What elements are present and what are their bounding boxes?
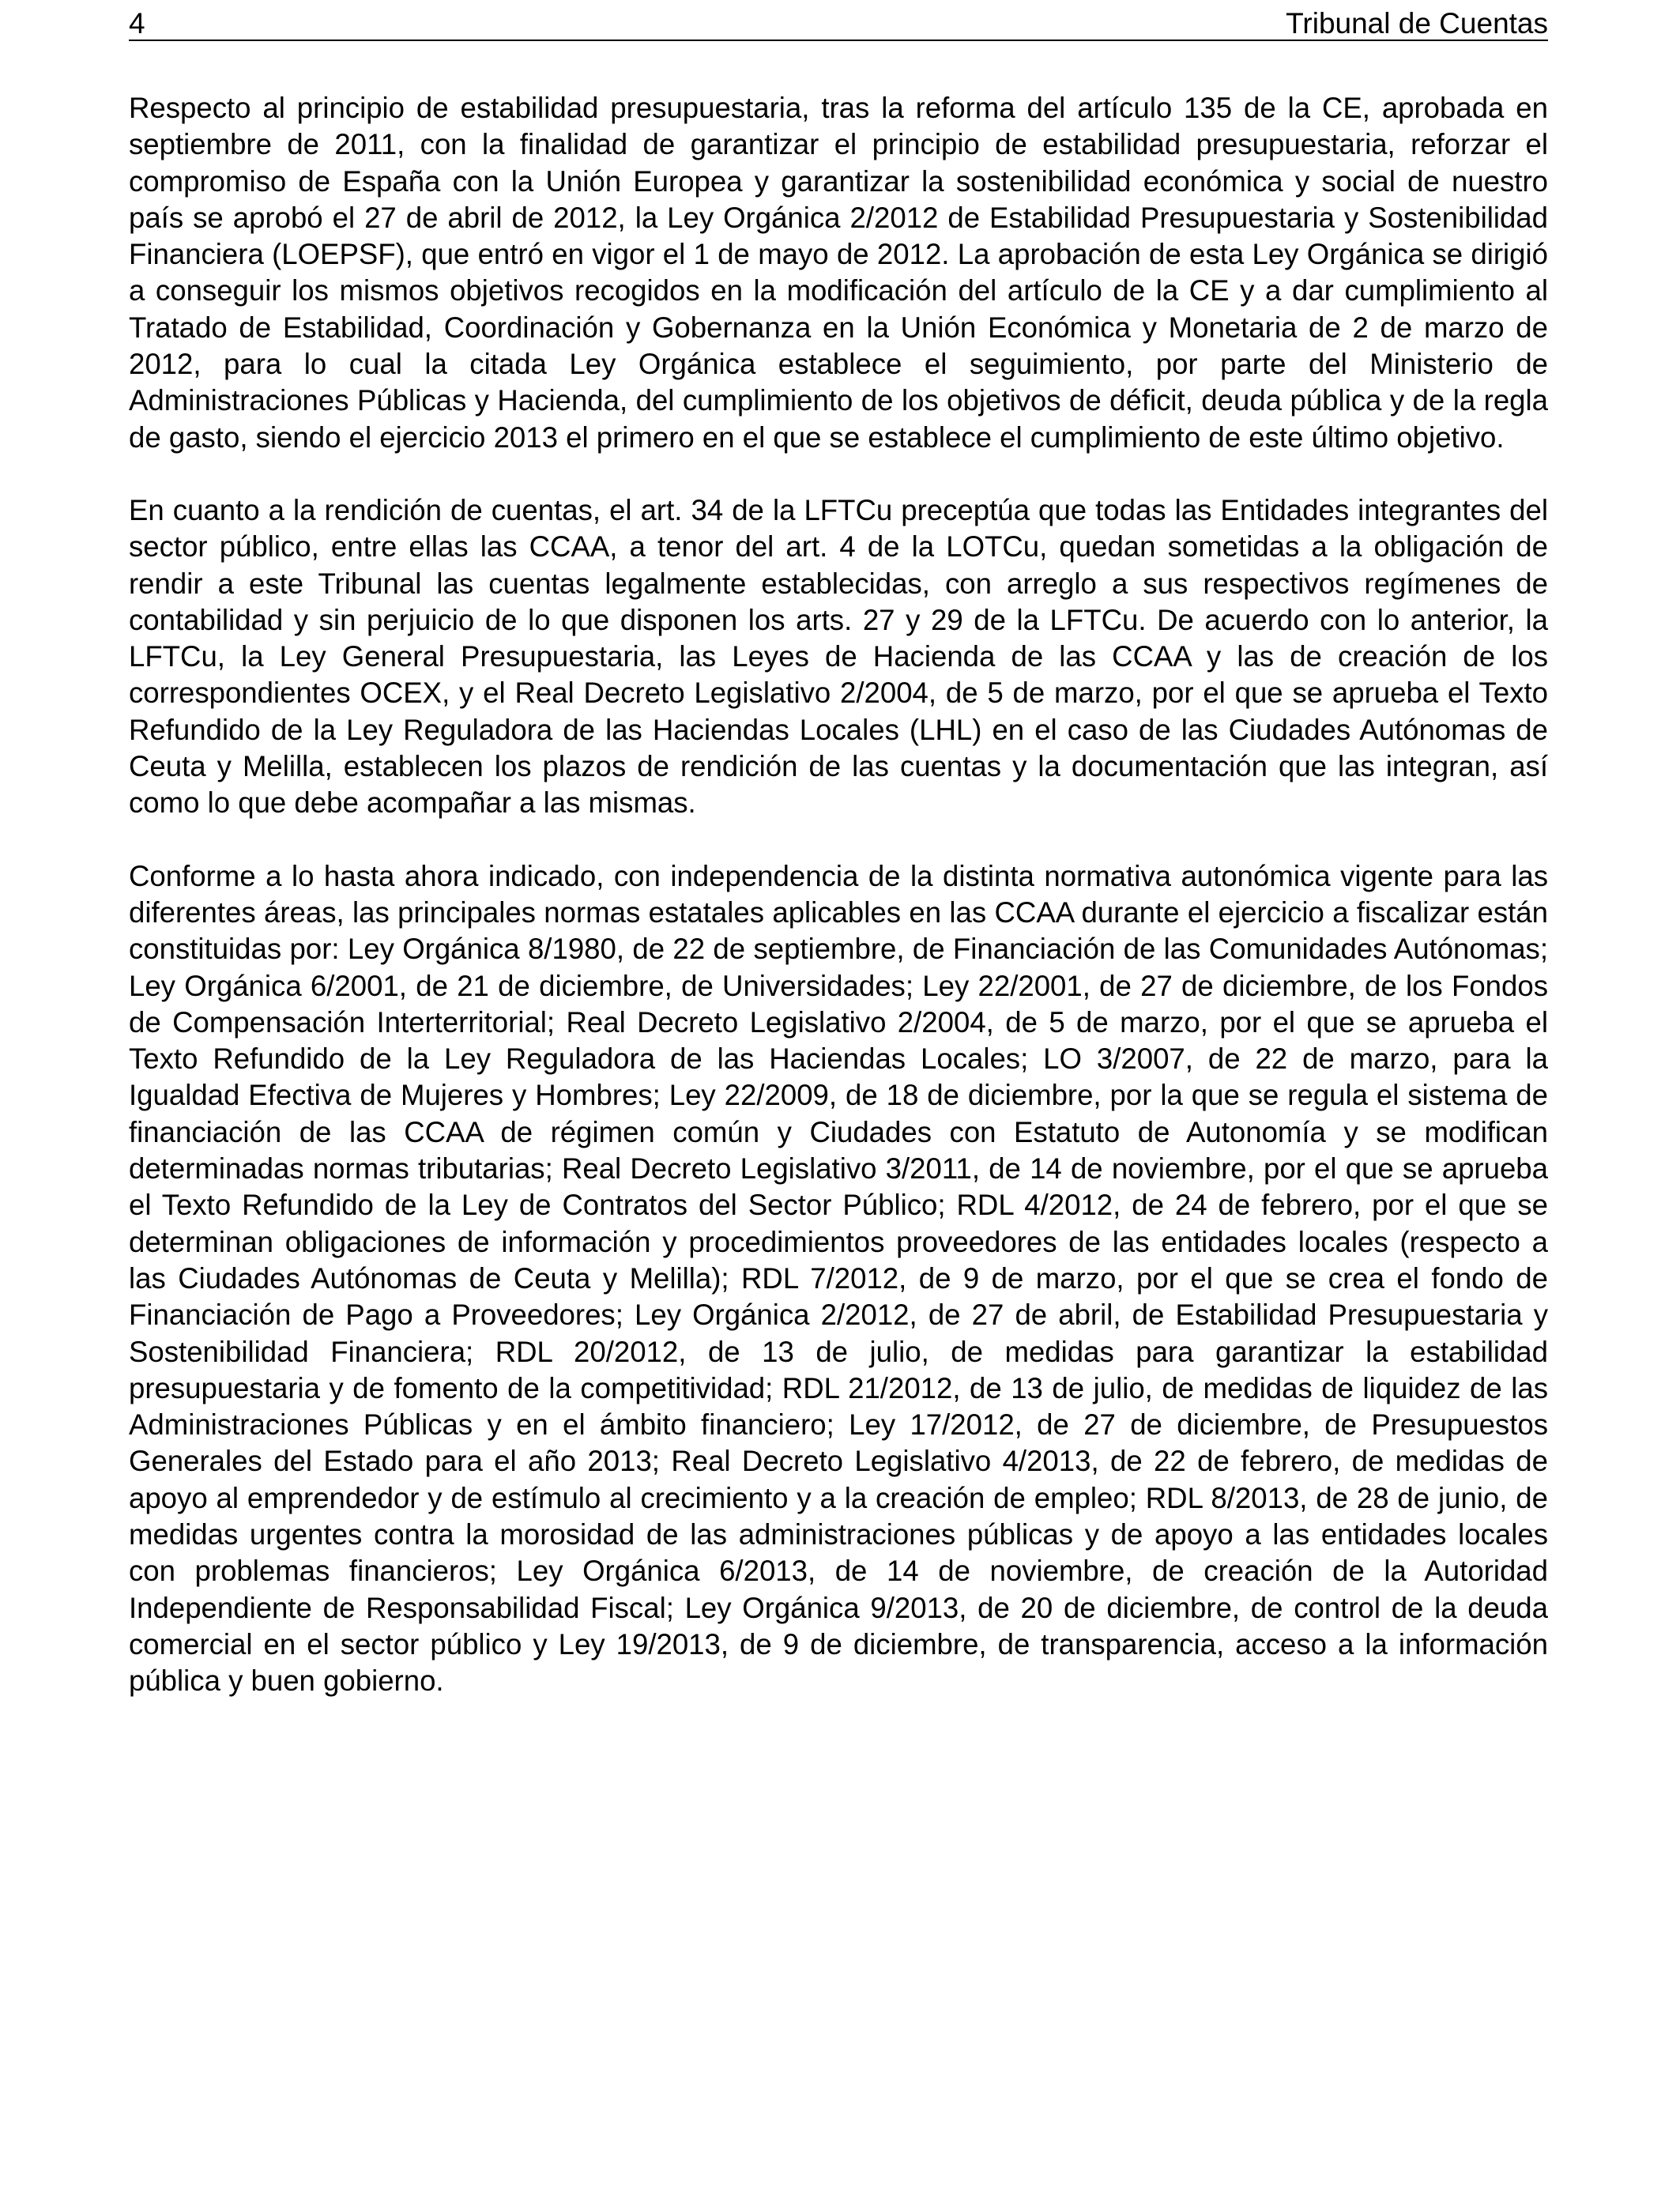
paragraph-accountability: En cuanto a la rendición de cuentas, el art. 34 de la LFTCu preceptúa que todas las Entidades integrantes del sector público, entre ellas las CCAA, a tenor del art. 4 de la LOTCu, quedan sometidas a la obligación de rendir a este Tribunal las cuentas legalmente establecidas, con arreglo a sus respectivos regímenes de contabilidad y sin perjuicio de lo que disponen los arts. 27 y 29 de la LFTCu. De acuerdo con lo anterior, la LFTCu, la Ley General Presupuestaria, las Leyes de Hacienda de las CCAA y las de creación de los correspondientes OCEX, y el Real Decreto Legislativo 2/2004, de 5 de marzo, por el que se aprueba el Texto Refundido de la Ley Reguladora de las Haciendas Locales (LHL) en el caso de las Ciudades Autónomas de Ceuta y Melilla, establecen los plazos de rendición de las cuentas y la documentación que las integran, así como lo que debe acompañar a las mismas.: [129, 493, 1548, 820]
paragraph-applicable-norms: Conforme a lo hasta ahora indicado, con independencia de la distinta normativa autonómica vigente para las diferentes áreas, las principales normas estatales aplicables en las CCAA durante el ejercicio a fiscalizar están constituidas por: Ley Orgánica 8/1980, de 22 de septiembre, de Financiación de las Comunidades Autónomas; Ley Orgánica 6/2001, de 21 de diciembre, de Universidades; Ley 22/2001, de 27 de diciembre, de los Fondos de Compensación Interterritorial; Real Decreto Legislativo 2/2004, de 5 de marzo, por el que se aprueba el Texto Refundido de la Ley Reguladora de las Haciendas Locales; LO 3/2007, de 22 de marzo, para la Igualdad Efectiva de Mujeres y Hombres; Ley 22/2009, de 18 de diciembre, por la que se regula el sistema de financiación de las CCAA de régimen común y Ciudades con Estatuto de Autonomía y se modifican determinadas normas tributarias; Real Decreto Legislativo 3/2011, de 14 de noviembre, por el que se aprueba el Texto Refundido de la Ley de Contratos del Sector Público; RDL 4/2012, de 24 de febrero, por el que se determinan obligaciones de información y procedimientos proveedores de las entidades locales (respecto a las Ciudades Autónomas de Ceuta y Melilla); RDL 7/2012, de 9 de marzo, por el que se crea el fondo de Financiación de Pago a Proveedores; Ley Orgánica 2/2012, de 27 de abril, de Estabilidad Presupuestaria y Sostenibilidad Financiera; RDL 20/2012, de 13 de julio, de medidas para garantizar la estabilidad presupuestaria y de fomento de la competitividad; RDL 21/2012, de 13 de julio, de medidas de liquidez de las Administraciones Públicas y en el ámbito financiero; Ley 17/2012, de 27 de diciembre, de Presupuestos Generales del Estado para el año 2013; Real Decreto Legislativo 4/2013, de 22 de febrero, de medidas de apoyo al emprendedor y de estímulo al crecimiento y a la creación de empleo; RDL 8/2013, de 28 de junio, de medidas urgentes contra la morosidad de las administraciones públicas y de apoyo a las entidades locales con problemas financieros; Ley Orgánica 6/2013, de 14 de noviembre, de creación de la Autoridad Independiente de Responsabilidad Fiscal; Ley Orgánica 9/2013, de 20 de diciembre, de control de la deuda comercial en el sector público y Ley 19/2013, de 9 de diciembre, de transparencia, acceso a la información pública y buen gobierno.: [129, 859, 1548, 1698]
paragraph-stability-principle: Respecto al principio de estabilidad presupuestaria, tras la reforma del artículo 135 de la CE, aprobada en septiembre de 2011, con la finalidad de garantizar el principio de estabilidad presupuestaria, reforzar el compromiso de España con la Unión Europea y garantizar la sostenibilidad económica y social de nuestro país se aprobó el 27 de abril de 2012, la Ley Orgánica 2/2012 de Estabilidad Presupuestaria y Sostenibilidad Financiera (LOEPSF), que entró en vigor el 1 de mayo de 2012. La aprobación de esta Ley Orgánica se dirigió a conseguir los mismos objetivos recogidos en la modificación del artículo de la CE y a dar cumplimiento al Tratado de Estabilidad, Coordinación y Gobernanza en la Unión Económica y Monetaria de 2 de marzo de 2012, para lo cual la citada Ley Orgánica establece el seguimiento, por parte del Ministerio de Administraciones Públicas y Hacienda, del cumplimiento de los objetivos de déficit, deuda pública y de la regla de gasto, siendo el ejercicio 2013 el primero en el que se establece el cumplimiento de este último objetivo.: [129, 92, 1548, 454]
running-title: Tribunal de Cuentas: [1286, 7, 1548, 40]
body-text: [129, 90, 1548, 1736]
page-number: 4: [129, 7, 145, 40]
page-header: [129, 6, 1548, 41]
